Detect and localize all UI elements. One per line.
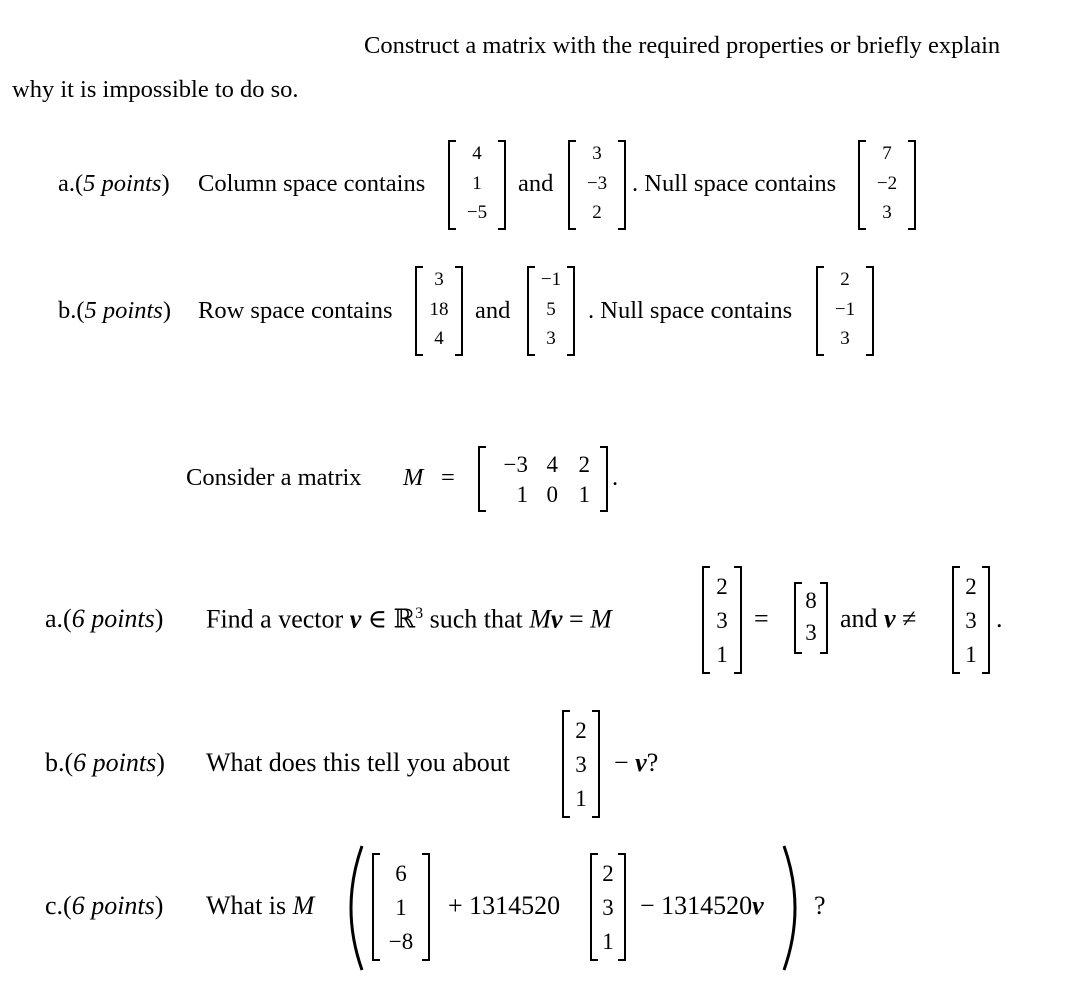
cell: 2 bbox=[602, 861, 614, 886]
cell: 3 bbox=[840, 328, 850, 349]
cell: 2 bbox=[575, 718, 587, 743]
question-a-vector-3 bbox=[858, 140, 916, 230]
question-mark: ? bbox=[814, 891, 826, 920]
left-parenthesis-icon bbox=[338, 844, 366, 972]
question-b-label: b.(5 points) bbox=[58, 297, 171, 324]
part2-a-vector-2 bbox=[794, 582, 828, 654]
question-a-vector-2 bbox=[568, 140, 626, 230]
part2-c-vector-2 bbox=[590, 853, 626, 961]
cell: 1 bbox=[575, 786, 587, 811]
matrix-variable: M bbox=[403, 464, 424, 491]
part2-c-label: c.(6 points) bbox=[45, 891, 164, 920]
cell: 1 bbox=[716, 642, 728, 667]
intro-line-2: why it is impossible to do so. bbox=[12, 76, 299, 103]
cell: 3 bbox=[882, 202, 892, 223]
part2-a-vector-1 bbox=[702, 566, 742, 674]
right-parenthesis-icon bbox=[780, 844, 808, 972]
part2-a-text: Find a vector v ∈ ℝ$^3$ such that Mv = M bbox=[206, 604, 612, 634]
part2-b-text: What does this tell you about bbox=[206, 748, 511, 777]
cell: 3 bbox=[965, 608, 977, 633]
cell: 2 bbox=[578, 452, 590, 477]
cell: −1 bbox=[540, 269, 562, 290]
cell: 2 bbox=[716, 574, 728, 599]
cell: 0 bbox=[546, 482, 558, 507]
cell: 4 bbox=[472, 143, 482, 164]
cell: 3 bbox=[592, 143, 602, 164]
equals-sign: = bbox=[754, 604, 769, 633]
cell: 3 bbox=[805, 620, 817, 645]
part2-c-text: What is M bbox=[206, 891, 315, 920]
cell: 5 bbox=[546, 299, 556, 320]
cell: −5 bbox=[466, 202, 488, 223]
plus-term: + 1314520 bbox=[448, 891, 561, 920]
part2-b-tail: − v? bbox=[614, 748, 659, 777]
cell: 7 bbox=[882, 143, 892, 164]
cell: 18 bbox=[429, 299, 449, 320]
question-b-text-2: . Null space contains bbox=[588, 297, 793, 324]
cell: 3 bbox=[434, 269, 444, 290]
intro-line-1: Construct a matrix with the required properties or briefly explain bbox=[364, 32, 1001, 59]
cell: −3 bbox=[586, 173, 608, 194]
cell: 3 bbox=[602, 895, 614, 920]
cell: −8 bbox=[388, 929, 414, 954]
cell: 1 bbox=[602, 929, 614, 954]
cell: 2 bbox=[592, 202, 602, 223]
cell: 3 bbox=[716, 608, 728, 633]
question-a-text-2: . Null space contains bbox=[632, 170, 837, 197]
period: . bbox=[612, 464, 619, 491]
cell: 1 bbox=[516, 482, 528, 507]
part2-a-condition: and v ≠ bbox=[840, 604, 917, 633]
question-a-text: Column space contains bbox=[198, 170, 426, 197]
cell: −2 bbox=[876, 173, 898, 194]
and-word: and bbox=[518, 170, 554, 197]
cell: 1 bbox=[965, 642, 977, 667]
cell: 2 bbox=[965, 574, 977, 599]
minus-term: − 1314520v bbox=[640, 891, 764, 920]
question-a-label: a.(5 points) bbox=[58, 170, 170, 197]
consider-text: Consider a matrix bbox=[186, 464, 362, 491]
cell: 4 bbox=[434, 328, 444, 349]
cell: 1 bbox=[395, 895, 407, 920]
cell: 3 bbox=[575, 752, 587, 777]
part2-c-vector-1 bbox=[372, 853, 430, 961]
part2-b-label: b.(6 points) bbox=[45, 748, 165, 777]
question-a-vector-1 bbox=[448, 140, 506, 230]
cell: 1 bbox=[472, 173, 482, 194]
part2-a-vector-3 bbox=[952, 566, 990, 674]
cell: 8 bbox=[805, 588, 817, 613]
question-b-vector-2 bbox=[527, 266, 575, 356]
cell: 2 bbox=[840, 269, 850, 290]
cell: 3 bbox=[546, 328, 556, 349]
part2-b-vector bbox=[562, 710, 600, 818]
question-b-text: Row space contains bbox=[198, 297, 393, 324]
cell: −3 bbox=[503, 452, 528, 477]
equals-sign: = bbox=[441, 464, 455, 491]
cell: 4 bbox=[546, 452, 558, 477]
question-b-vector-3 bbox=[816, 266, 874, 356]
period: . bbox=[996, 604, 1003, 633]
and-word: and bbox=[475, 297, 511, 324]
cell: 1 bbox=[578, 482, 590, 507]
part2-a-label: a.(6 points) bbox=[45, 604, 164, 633]
cell: 6 bbox=[395, 861, 407, 886]
question-b-vector-1 bbox=[415, 266, 463, 356]
cell: −1 bbox=[834, 299, 856, 320]
matrix-m bbox=[478, 446, 608, 512]
